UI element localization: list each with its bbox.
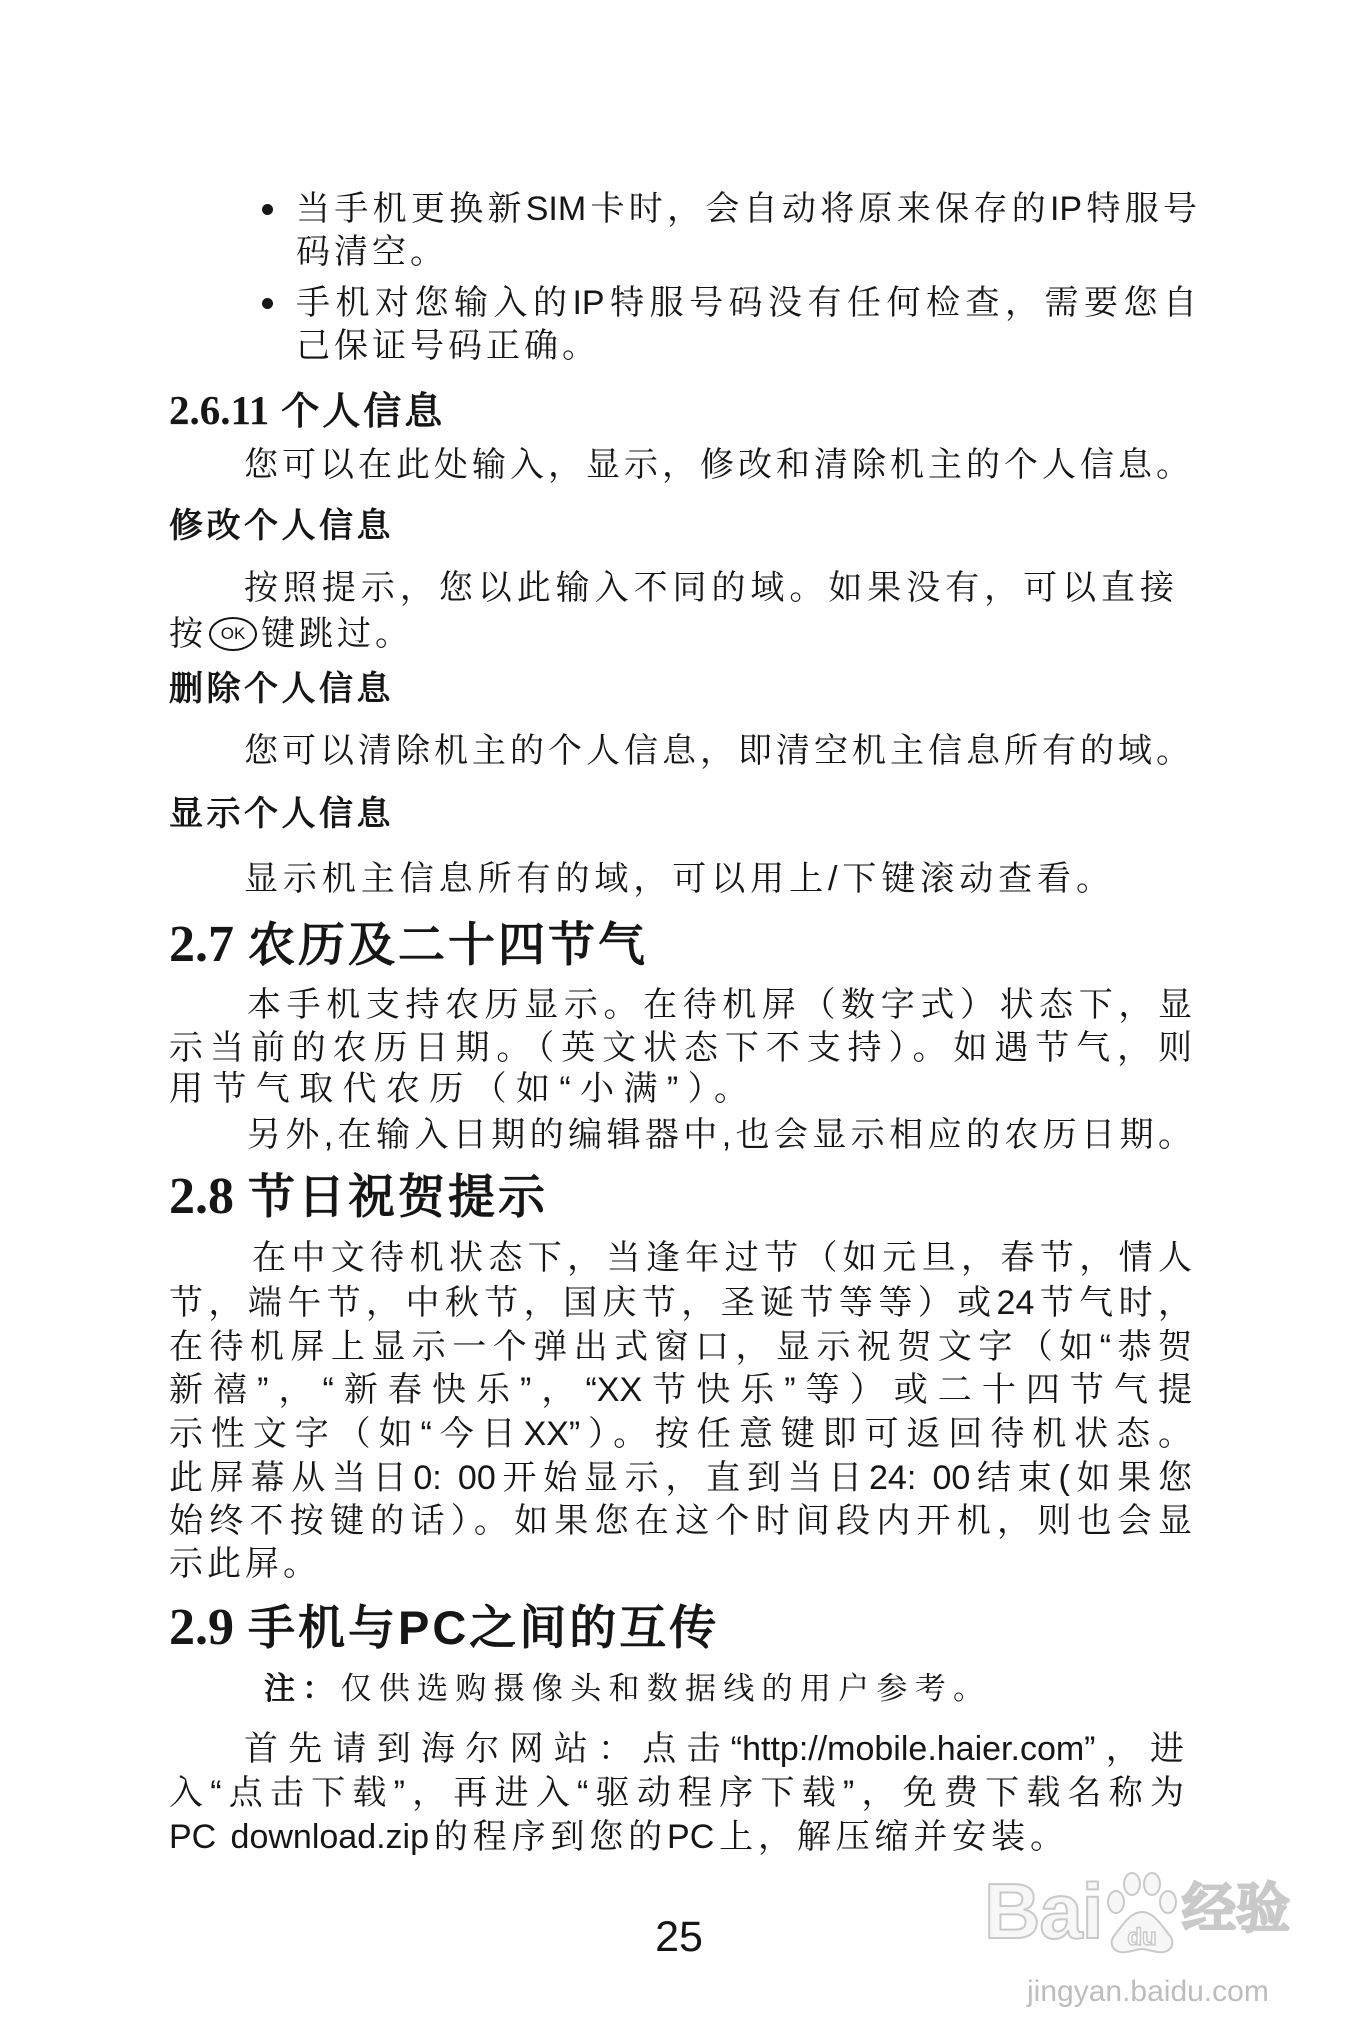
paragraph-line: 显示机主信息所有的域，可以用上/下键滚动查看。 — [244, 860, 1110, 898]
bullet-text-line: 手机对您输入的IP特服号码没有任何检查，需要您自 — [296, 284, 1197, 322]
paragraph-line: 另外,在输入日期的编辑器中,也会显示相应的农历日期。 — [247, 1116, 1192, 1154]
paragraph-line: 本手机支持农历显示。在待机屏（数字式）状态下，显 — [247, 986, 1192, 1024]
subheading-delete: 删除个人信息 — [169, 671, 394, 708]
subheading-modify: 修改个人信息 — [169, 508, 394, 545]
bullet-dot — [262, 204, 273, 215]
ok-key-icon: OK — [209, 617, 257, 651]
bullet-dot — [262, 298, 273, 309]
section-number: 2.8 — [169, 1168, 234, 1225]
paragraph-line: 入“点击下载”，再进入“驱动程序下载”，免费下载名称为 — [169, 1774, 1184, 1812]
paragraph-line: 用节气取代农历（如“小满”）。 — [169, 1070, 748, 1108]
paragraph-line: 始终不按键的话）。如果您在这个时间段内开机，则也会显 — [169, 1502, 1192, 1540]
paragraph-line: 示性文字（如“今日XX”）。按任意键即可返回待机状态。 — [169, 1415, 1192, 1453]
paw-toe — [1160, 1891, 1176, 1913]
paragraph-line — [169, 612, 413, 656]
paragraph-line: 示此屏。 — [169, 1545, 321, 1583]
section-heading-transfer — [169, 1596, 719, 1660]
watermark-product-text: 经验 — [1182, 1879, 1290, 1939]
paragraph-line: 在待机屏上显示一个弹出式窗口，显示祝贺文字（如“恭贺 — [169, 1328, 1192, 1366]
section-heading-greeting — [169, 1165, 548, 1229]
baidu-paw-icon — [1104, 1868, 1180, 1956]
note-text: 仅供选购摄像头和数据线的用户参考。 — [340, 1671, 984, 1706]
paragraph-line: 在中文待机状态下，当逢年过节（如元旦，春节，情人 — [252, 1239, 1192, 1277]
subheading-show: 显示个人信息 — [169, 796, 394, 833]
section-heading-personal-info — [169, 384, 445, 436]
section-title: 农历及二十四节气 — [248, 920, 648, 972]
paragraph-line: 您可以在此处输入，显示，修改和清除机主的个人信息。 — [244, 446, 1190, 484]
watermark-brand-text: Bai — [984, 1867, 1103, 1955]
paragraph-line: 此屏幕从当日0: 00开始显示，直到当日24: 00结束(如果您 — [169, 1459, 1192, 1497]
watermark-url: jingyan.baidu.com — [1027, 1975, 1269, 2008]
note-label: 注： — [264, 1671, 341, 1706]
paw-toe — [1144, 1873, 1160, 1895]
bullet-text-line: 当手机更换新SIM卡时，会自动将原来保存的IP特服号 — [296, 190, 1197, 228]
paragraph-line: 示当前的农历日期。（英文状态下不支持）。如遇节气，则 — [169, 1029, 1192, 1067]
section-number: 2.7 — [169, 916, 234, 973]
page-number: 25 — [655, 1913, 703, 1961]
section-number: 2.9 — [169, 1599, 234, 1656]
paragraph-line: 新禧”，“新春快乐”，“XX节快乐”等）或二十四节气提 — [169, 1371, 1192, 1409]
paragraph-line: 首先请到海尔网站：点击“http://mobile.haier.com”，进 — [244, 1730, 1184, 1768]
section-title: 节日祝贺提示 — [248, 1172, 548, 1224]
text-fragment: 键跳过。 — [261, 615, 413, 653]
section-title: 手机与PC之间的互传 — [248, 1601, 720, 1654]
bullet-text-line: 己保证号码正确。 — [296, 327, 600, 365]
note-line — [264, 1667, 984, 1711]
text-fragment: 按 — [169, 615, 207, 653]
paragraph-line: 节，端午节，中秋节，国庆节，圣诞节等等）或24节气时， — [169, 1284, 1192, 1322]
paragraph-line: 您可以清除机主的个人信息，即清空机主信息所有的域。 — [244, 732, 1190, 770]
paw-toe — [1124, 1873, 1140, 1895]
section-title: 个人信息 — [281, 391, 446, 433]
bullet-text-line: 码清空。 — [296, 233, 448, 271]
paragraph-line: 按照提示，您以此输入不同的域。如果没有，可以直接 — [244, 569, 1174, 607]
paw-pad-text: du — [1127, 1924, 1157, 1951]
section-heading-lunar — [169, 913, 648, 977]
section-number: 2.6.11 — [169, 387, 270, 433]
paw-toe — [1108, 1891, 1124, 1913]
paragraph-line: PC download.zip的程序到您的PC上，解压缩并安装。 — [169, 1818, 1064, 1856]
